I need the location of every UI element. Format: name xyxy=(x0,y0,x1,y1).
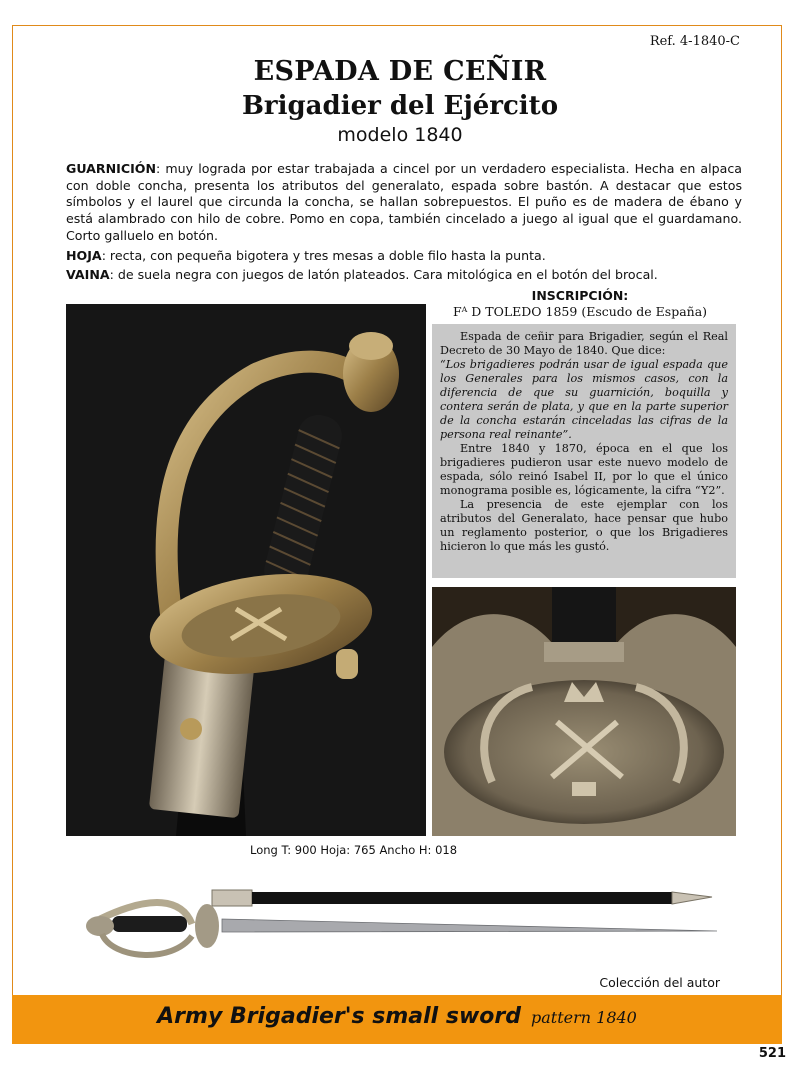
footer-title: Army Brigadier's small sword xyxy=(157,1004,521,1029)
shell-detail-photo xyxy=(432,587,736,836)
guarnicion-text: : muy lograda por estar trabajada a cincel por un verdadero especialista. Hecha en alpaca con doble concha, presenta los atributos del generalato, espada sobre bastón. A destacar que estos símbolos y el laurel que circunda la concha, se hallan sobrepuestos. El puño es de madera de ébano y está alambrado con hilo de cobre. Pomo en copa, también cincelado a juego al igual que el guardamano. Corto galluelo en botón. xyxy=(66,161,742,243)
inscription-heading: INSCRIPCIÓN: xyxy=(531,288,629,303)
quote-box xyxy=(432,324,736,578)
guarnicion-paragraph xyxy=(66,161,742,245)
model-label: modelo 1840 xyxy=(337,124,463,146)
hoja-text: : recta, con pequeña bigotera y tres mesas a doble filo hasta la punta. xyxy=(101,247,546,263)
full-sword-photo xyxy=(72,884,722,974)
page-title: ESPADA DE CEÑIR xyxy=(253,56,547,87)
footer-subtitle: pattern 1840 xyxy=(530,1008,637,1027)
hilt-photo xyxy=(66,304,426,836)
reference-number: Ref. 4-1840-C xyxy=(649,34,740,49)
footer-band xyxy=(12,995,782,1044)
hoja-label: HOJA xyxy=(66,247,102,263)
quote-paragraph-3: La presencia de este ejemplar con los atributos del Generalato, hace pensar que hubo un reglamento posterior, o que los Brigadieres hicieron lo que más les gustó. xyxy=(440,498,728,553)
page-number: 521 xyxy=(758,1046,786,1061)
description-block xyxy=(66,161,742,287)
guarnicion-label: GUARNICIÓN xyxy=(66,161,157,176)
vaina-label: VAINA xyxy=(66,267,110,283)
page-subtitle: Brigadier del Ejército xyxy=(241,91,559,121)
inscription-value: Fᴬ D TOLEDO 1859 (Escudo de España) xyxy=(452,304,708,319)
footer-caption xyxy=(12,1004,782,1029)
quote-paragraph-2: Entre 1840 y 1870, época en el que los brigadieres pudieron usar este nuevo modelo de espada, sólo reinó Isabel II, por lo que el único monograma posible es, lógicamente, la cifra “Y2”. xyxy=(440,442,728,497)
vaina-paragraph xyxy=(66,267,742,284)
vaina-text: : de suela negra con juegos de latón plateados. Cara mitológica en el botón del brocal. xyxy=(109,267,658,283)
measurements: Long T: 900 Hoja: 765 Ancho H: 018 xyxy=(250,843,458,857)
collection-credit: Colección del autor xyxy=(599,975,720,990)
hoja-paragraph xyxy=(66,248,742,265)
quote-paragraph-1: Espada de ceñir para Brigadier, según el Real Decreto de 30 Mayo de 1840. Que dice: xyxy=(440,330,728,357)
quote-decree-text: “Los brigadieres podrán usar de igual espada que los Generales para los mismos casos, con la diferencia de que su guarnición, boquilla y contera serán de plata, y que en la parte superior de la concha estarán cinceladas las cifras de la persona real reinante”. xyxy=(440,358,728,441)
